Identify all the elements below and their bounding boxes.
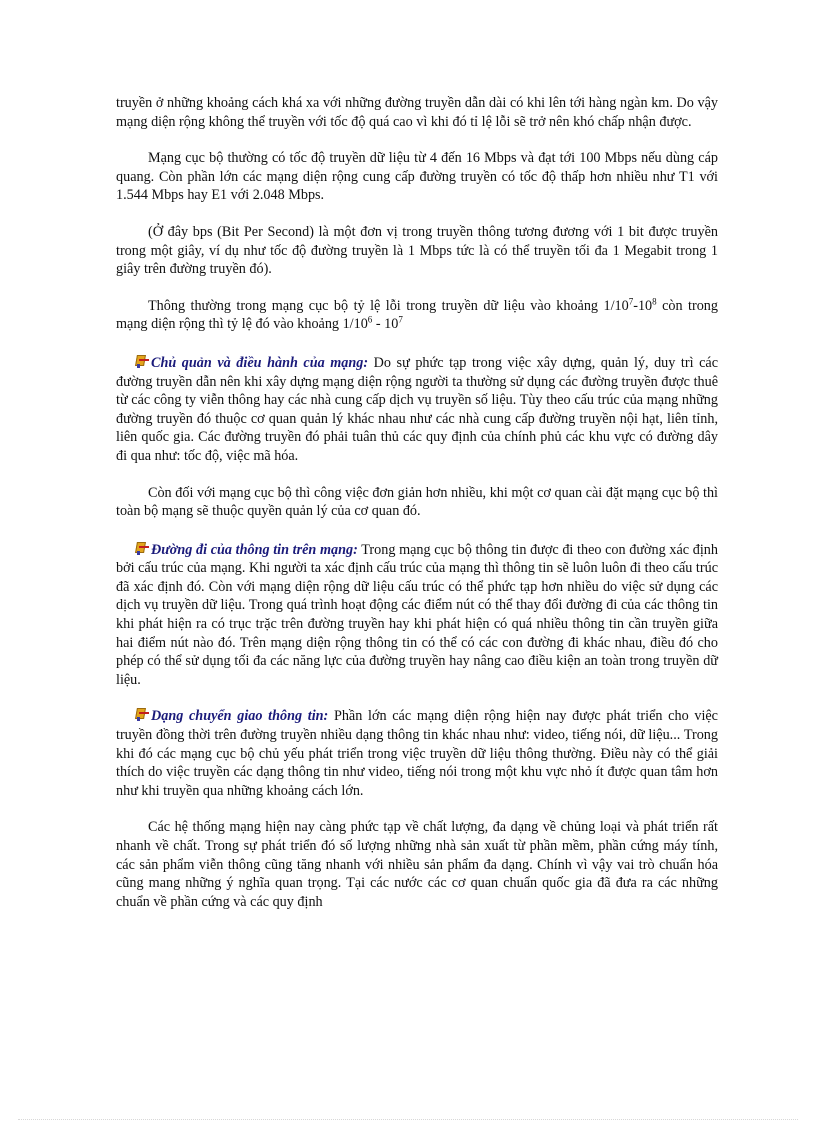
section-heading-transfer-type: Dạng chuyển giao thông tin:	[151, 708, 329, 725]
section-heading-management: Chủ quản và điều hành của mạng:	[151, 354, 369, 371]
paragraph-lan-management: Còn đối với mạng cục bộ thì công việc đơn giản hơn nhiều, khi một cơ quan cài đặt mạng cục bộ thì toàn bộ mạng sẽ thuộc quyền quản lý của cơ quan đó.	[116, 484, 718, 520]
paragraph-continuation: truyền ở những khoảng cách khá xa với những đường truyền dẫn dài có khi lên tới hàng ngàn km. Do vậy mạng diện rộng không thể truyền với tốc độ quá cao vì khi đó tỉ lệ lỗi sẽ trở nên khó chấp nhận được.	[116, 95, 718, 130]
exponent-4: 7	[398, 314, 403, 325]
exponent-3: 6	[367, 314, 373, 325]
error-rate-text-a: Thông thường trong mạng cục bộ tỷ lệ lỗi trong truyền dữ liệu vào khoảng 1/10	[148, 297, 629, 314]
section-body-routing: Trong mạng cục bộ thông tin được đi theo con đường xác định bởi cấu trúc của mạng. Khi người ta xác định cấu trúc của mạng thì thông tin sẽ luôn luôn đi theo cấu trúc đã xác định đó. Còn với mạng diện rộng dữ liệu cấu trúc có thể phức tạp hơn nhiều do việc sử dụng các dịch vụ truyền dữ liệu. Trong quá trình hoạt động các điểm nút có thể thay đổi đường đi của các thông tin khi phát hiện ra có trục trặc trên đường truyền hay khi phát hiện có quá nhiều thông tin cần truyền giữa hai điểm nút nào đó. Trên mạng diện rộng thông tin có thể có các con đường đi khác nhau, điều đó cho phép có thể sử dụng tối đa các năng lực của đường truyền hay nâng cao điều kiện an toàn trong truyền dữ liệu.	[116, 541, 718, 688]
page-bottom-divider	[18, 1119, 798, 1120]
section-transfer-type	[116, 707, 718, 800]
exponent-2: 8	[652, 296, 657, 307]
error-rate-text-b: -10	[633, 297, 653, 314]
section-management	[116, 354, 718, 466]
section-body-transfer-type: Phần lớn các mạng diện rộng hiện nay được phát triển cho việc truyền đồng thời trên đường truyền nhiều dạng thông tin khác nhau như: video, tiếng nói, dữ liệu... Trong khi đó các mạng cục bộ chủ yếu phát triển trong việc truyền dữ liệu thông thường. Điều này có thể giải thích do việc truyền các dạng thông tin như video, tiếng nói trong một khu vực nhỏ ít được quan tâm hơn như khi truyền qua những khoảng cách lớn.	[116, 708, 718, 799]
paragraph-speed: Mạng cục bộ thường có tốc độ truyền dữ liệu từ 4 đến 16 Mbps và đạt tới 100 Mbps nếu dùng cáp quang. Còn phần lớn các mạng diện rộng cung cấp đường truyền có tốc độ thấp hơn nhiều như T1 với 1.544 Mbps hay E1 với 2.048 Mbps.	[116, 150, 718, 204]
paragraph-bps-note: (Ở đây bps (Bit Per Second) là một đơn vị trong truyền thông tương đương với 1 bit được truyền trong một giây, ví dụ như tốc độ đường truyền là 1 Mbps tức là có thể truyền tối đa 1 Megabit trong 1 giây trên đường truyền đó).	[116, 223, 718, 278]
pencil-bullet-icon	[134, 354, 150, 369]
error-rate-text-c: còn trong mạng diện rộng thì tỷ lệ đó vào khoảng 1/10	[116, 297, 718, 333]
section-body-management: Do sự phức tạp trong việc xây dựng, quản lý, duy trì các đường truyền dẫn nên khi xây dựng mạng diện rộng người ta thường sử dụng các đường truyền được thuê từ các công ty viễn thông hay các nhà cung cấp dịch vụ truyền số liệu. Tùy theo cấu trúc của mạng những đường truyền đó thuộc cơ quan quản lý khác nhau như các nhà cung cấp đường truyền nội hạt, liên tỉnh, liên quốc gia. Các đường truyền đó phải tuân thủ các quy định của chính phủ các khu vực có đường dây đi qua như: tốc độ, việc mã hóa.	[116, 354, 718, 464]
paragraph-standardization: Các hệ thống mạng hiện nay càng phức tạp về chất lượng, đa dạng về chủng loại và phát triển rất nhanh về chất. Trong sự phát triển đó số lượng những nhà sản xuất từ phần mềm, phần cứng máy tính, các sản phẩm viễn thông cũng tăng nhanh với nhiều sản phẩm đa dạng. Chính vì vậy vai trò chuẩn hóa cũng mang những ý nghĩa quan trọng. Tại các nước các cơ quan chuẩn quốc gia đã đưa ra các những chuẩn về phần cứng và các quy định	[116, 819, 718, 910]
section-routing	[116, 541, 718, 690]
error-rate-text-d: - 10	[372, 316, 399, 333]
section-heading-routing: Đường đi của thông tin trên mạng:	[151, 541, 358, 558]
exponent-1: 7	[628, 296, 634, 307]
pencil-bullet-icon	[134, 707, 150, 722]
pencil-bullet-icon	[134, 541, 150, 556]
paragraph-error-rate	[116, 297, 718, 334]
document-page	[116, 94, 718, 929]
